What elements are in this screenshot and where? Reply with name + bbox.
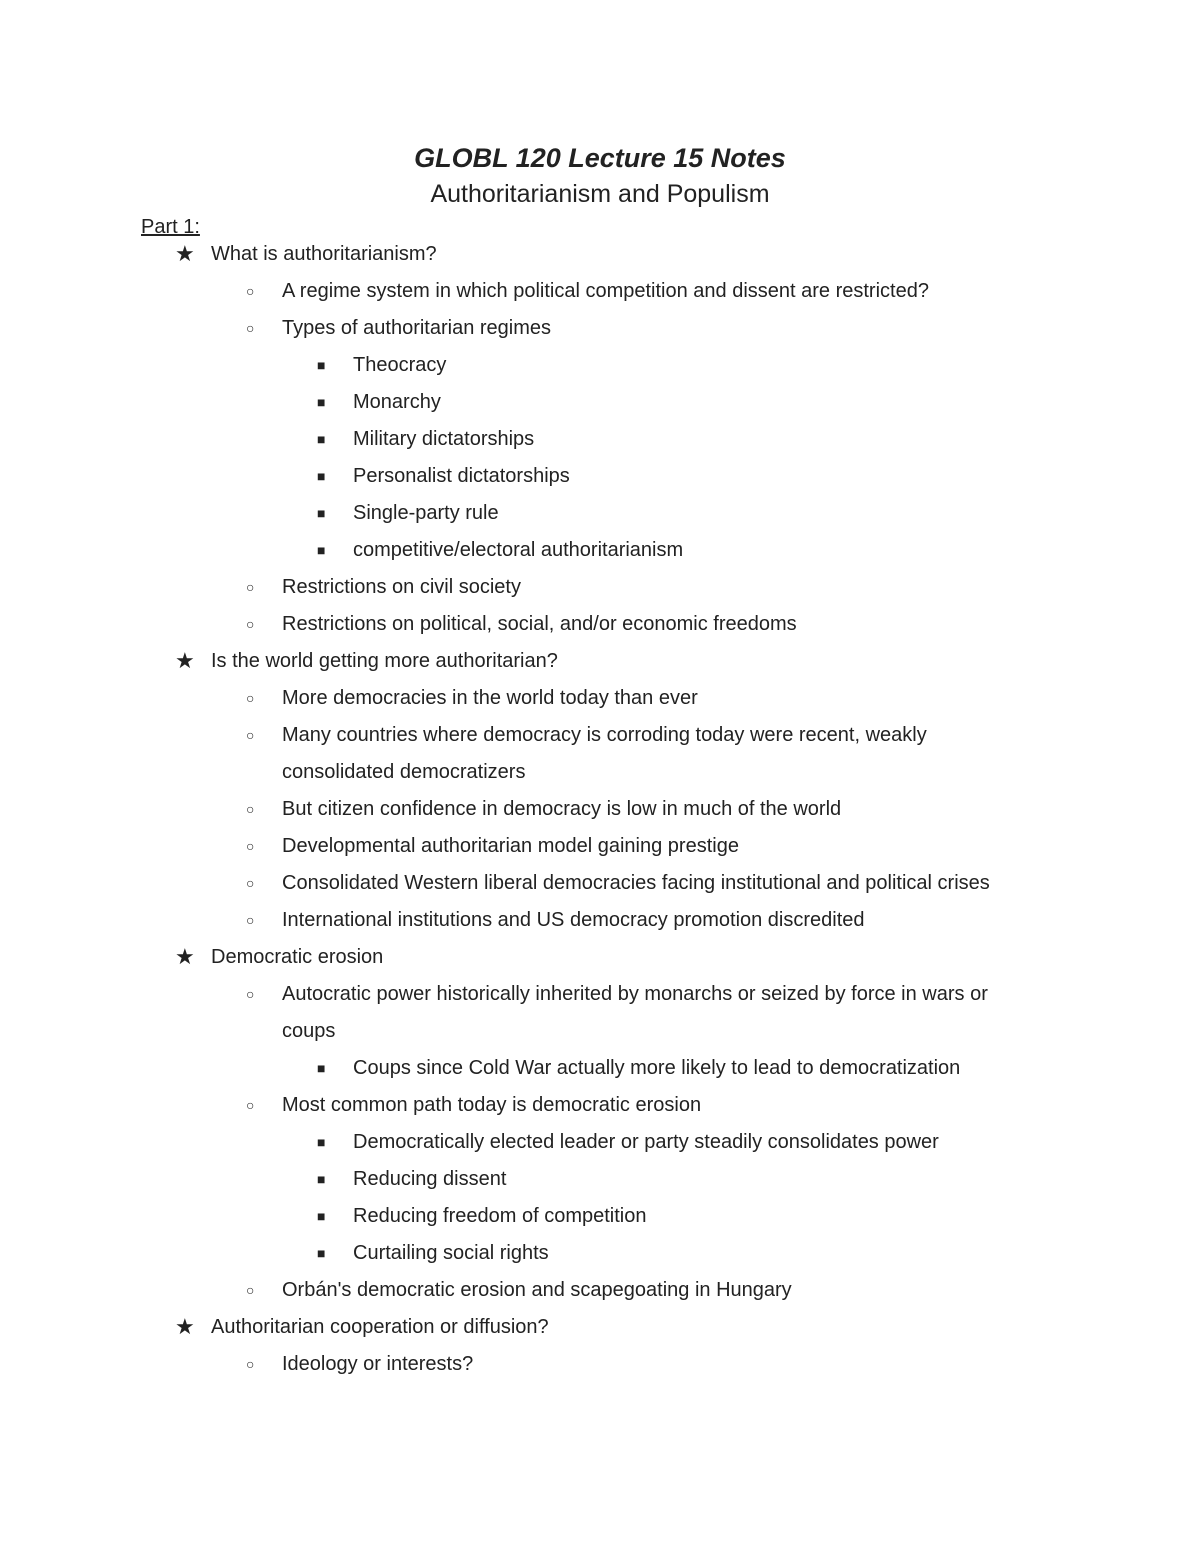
circle-bullet-icon: ○ <box>246 283 255 299</box>
outline-item <box>0 609 1200 646</box>
square-bullet-icon: ■ <box>317 431 326 447</box>
outline-item <box>0 720 1200 757</box>
circle-bullet-icon: ○ <box>246 986 255 1002</box>
outline-item-text: Ideology or interests? <box>282 1353 474 1375</box>
square-bullet-icon: ■ <box>317 505 326 521</box>
circle-bullet-icon: ○ <box>246 1282 255 1298</box>
outline-item-text: A regime system in which political competition and dissent are restricted? <box>282 280 929 302</box>
square-bullet-icon: ■ <box>317 1060 326 1076</box>
circle-bullet-icon: ○ <box>246 1097 255 1113</box>
outline-item <box>0 1053 1200 1090</box>
outline-item-text: Single-party rule <box>353 502 499 524</box>
outline-item-text: Is the world getting more authoritarian? <box>211 650 558 672</box>
outline-item <box>0 794 1200 831</box>
outline-item-text: Personalist dictatorships <box>353 465 570 487</box>
outline-item <box>0 239 1200 276</box>
square-bullet-icon: ■ <box>317 394 326 410</box>
outline-item-text: Curtailing social rights <box>353 1242 549 1264</box>
outline-item-text: Types of authoritarian regimes <box>282 317 552 339</box>
outline-item-text: Authoritarian cooperation or diffusion? <box>211 1316 549 1338</box>
outline-item-text: Restrictions on civil society <box>282 576 521 598</box>
outline-item <box>0 868 1200 905</box>
outline-item <box>0 646 1200 683</box>
star-bullet-icon: ★ <box>175 944 195 969</box>
section-label: Part 1: <box>141 216 200 238</box>
circle-bullet-icon: ○ <box>246 912 255 928</box>
square-bullet-icon: ■ <box>317 1208 326 1224</box>
outline-item <box>0 683 1200 720</box>
square-bullet-icon: ■ <box>317 357 326 373</box>
square-bullet-icon: ■ <box>317 542 326 558</box>
outline-item-text: Many countries where democracy is corroding today were recent, weakly <box>282 724 927 746</box>
circle-bullet-icon: ○ <box>246 838 255 854</box>
star-bullet-icon: ★ <box>175 1314 195 1339</box>
outline-item-text: coups <box>282 1020 336 1042</box>
outline-item <box>0 498 1200 535</box>
outline-item-text: Military dictatorships <box>353 428 535 450</box>
outline-item-text: What is authoritarianism? <box>211 243 437 265</box>
outline-item <box>0 1164 1200 1201</box>
outline-item <box>0 313 1200 350</box>
outline-item <box>0 572 1200 609</box>
page-subtitle: Authoritarianism and Populism <box>430 180 770 208</box>
outline-item <box>0 461 1200 498</box>
outline-item-text: Consolidated Western liberal democracies facing institutional and political crises <box>282 872 990 894</box>
outline-item-text: Monarchy <box>353 391 441 413</box>
outline-item <box>0 350 1200 387</box>
outline-list <box>0 239 1200 1386</box>
outline-item-text: Most common path today is democratic erosion <box>282 1094 702 1116</box>
outline-item-text: Coups since Cold War actually more likely to lead to democratization <box>353 1057 961 1079</box>
outline-item <box>0 424 1200 461</box>
outline-item <box>0 979 1200 1016</box>
outline-item-text: Autocratic power historically inherited by monarchs or seized by force in wars or <box>282 983 988 1005</box>
outline-item-text: consolidated democratizers <box>282 761 526 783</box>
outline-item <box>0 276 1200 313</box>
outline-item-text: More democracies in the world today than ever <box>282 687 698 709</box>
outline-item <box>0 387 1200 424</box>
circle-bullet-icon: ○ <box>246 875 255 891</box>
star-bullet-icon: ★ <box>175 648 195 673</box>
outline-item <box>0 831 1200 868</box>
circle-bullet-icon: ○ <box>246 616 255 632</box>
outline-item-text: But citizen confidence in democracy is low in much of the world <box>282 798 842 820</box>
outline-item-text: International institutions and US democracy promotion discredited <box>282 909 865 931</box>
outline-item <box>0 757 1200 794</box>
square-bullet-icon: ■ <box>317 1245 326 1261</box>
outline-item-text: Reducing freedom of competition <box>353 1205 647 1227</box>
circle-bullet-icon: ○ <box>246 727 255 743</box>
outline-item-text: Developmental authoritarian model gaining prestige <box>282 835 739 857</box>
square-bullet-icon: ■ <box>317 1171 326 1187</box>
outline-item <box>0 535 1200 572</box>
star-bullet-icon: ★ <box>175 241 195 266</box>
circle-bullet-icon: ○ <box>246 1356 255 1372</box>
outline-item <box>0 905 1200 942</box>
outline-item-text: Restrictions on political, social, and/or economic freedoms <box>282 613 797 635</box>
circle-bullet-icon: ○ <box>246 320 255 336</box>
page-title: GLOBL 120 Lecture 15 Notes <box>414 143 786 173</box>
outline-item <box>0 1349 1200 1386</box>
outline-item <box>0 1016 1200 1053</box>
circle-bullet-icon: ○ <box>246 690 255 706</box>
outline-item-text: Democratic erosion <box>211 946 384 968</box>
outline-item-text: Reducing dissent <box>353 1168 507 1190</box>
outline-item-text: competitive/electoral authoritarianism <box>353 539 684 561</box>
outline-item-text: Orbán's democratic erosion and scapegoating in Hungary <box>282 1279 792 1301</box>
outline-item <box>0 1275 1200 1312</box>
square-bullet-icon: ■ <box>317 468 326 484</box>
square-bullet-icon: ■ <box>317 1134 326 1150</box>
outline-item-text: Democratically elected leader or party steadily consolidates power <box>353 1131 939 1153</box>
outline-item <box>0 1127 1200 1164</box>
outline-item-text: Theocracy <box>353 354 447 376</box>
outline-item <box>0 1201 1200 1238</box>
circle-bullet-icon: ○ <box>246 579 255 595</box>
outline-item <box>0 1238 1200 1275</box>
outline-item <box>0 1312 1200 1349</box>
outline-item <box>0 942 1200 979</box>
outline-item <box>0 1090 1200 1127</box>
circle-bullet-icon: ○ <box>246 801 255 817</box>
